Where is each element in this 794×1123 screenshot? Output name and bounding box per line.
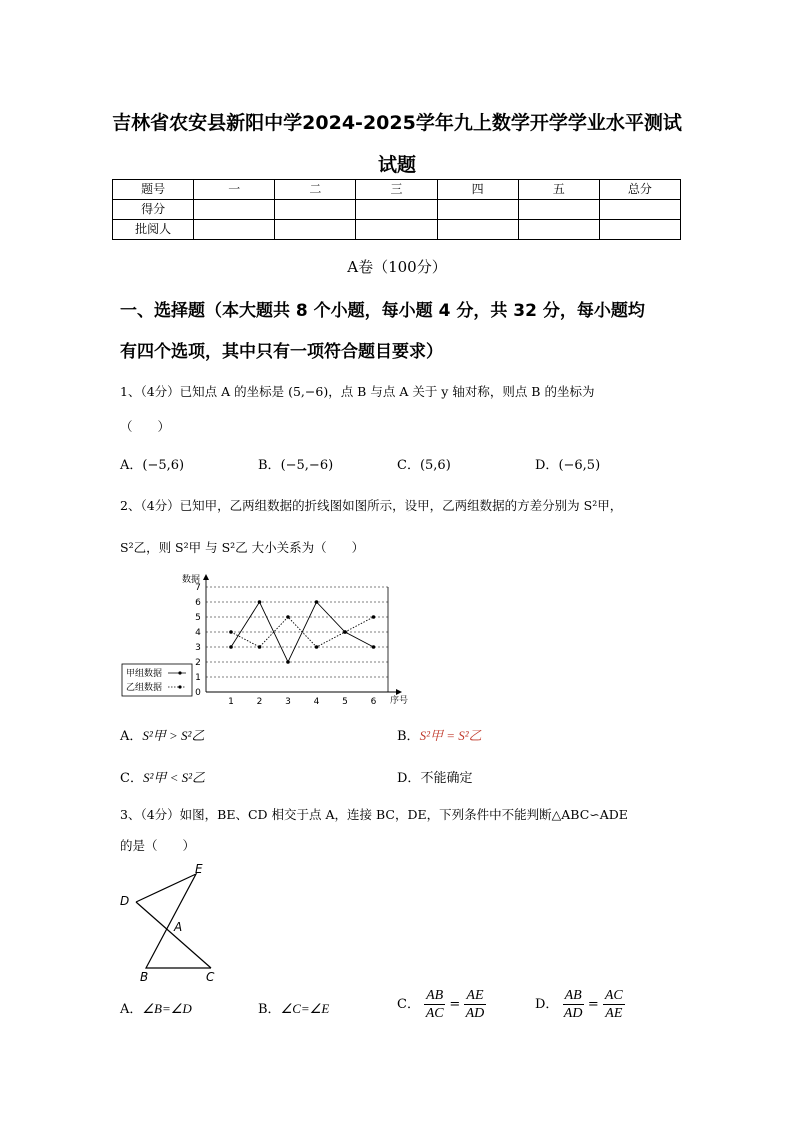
option-label: D．: [397, 771, 421, 786]
option-label: A．: [120, 729, 143, 744]
section1-heading-line2: 有四个选项，其中只有一项符合题目要求）: [120, 342, 443, 362]
option-label: C．: [397, 458, 420, 473]
score-cell[interactable]: [275, 220, 356, 240]
data-point-jia: [372, 645, 376, 649]
data-point-jia: [229, 645, 233, 649]
doc-title-line1: 吉林省农安县新阳中学2024-2025学年九上数学开学学业水平测试: [112, 112, 682, 134]
data-point-jia: [315, 600, 319, 604]
score-table-header: 总分: [599, 180, 680, 200]
x-tick-label: 2: [256, 697, 263, 707]
label-e: E: [195, 862, 203, 876]
numerator: AB: [426, 988, 444, 1003]
data-point-jia: [258, 600, 262, 604]
legend-label-jia: 甲组数据: [126, 669, 163, 679]
score-cell[interactable]: [518, 220, 599, 240]
data-point-yi: [372, 615, 376, 619]
option-label: C．: [120, 771, 143, 786]
q3-option-a[interactable]: [120, 998, 192, 1017]
score-cell[interactable]: [599, 220, 680, 240]
volume-heading: A卷（100分）: [347, 258, 447, 276]
option-value: (5,6): [419, 458, 451, 473]
y-tick-label: 5: [195, 613, 201, 623]
x-tick-label: 3: [285, 697, 291, 707]
denominator: AC: [425, 1006, 444, 1021]
q2-stem-line2: S²乙，则 S²甲 与 S²乙 大小关系为（ ）: [120, 540, 365, 555]
score-cell[interactable]: [437, 200, 518, 220]
q1-option-b[interactable]: [258, 454, 333, 473]
y-tick-label: 6: [195, 598, 201, 608]
legend-label-yi: 乙组数据: [126, 683, 163, 693]
q2-line-chart: [118, 572, 418, 712]
score-table-header: 四: [437, 180, 518, 200]
q1-option-c[interactable]: [397, 454, 451, 473]
q3-option-d[interactable]: [535, 987, 625, 1022]
option-value: 不能确定: [420, 771, 473, 786]
data-point-yi: [229, 630, 233, 634]
denominator: AD: [465, 1006, 485, 1021]
q1-option-a[interactable]: [120, 454, 184, 473]
fraction-left: [424, 987, 445, 1022]
q2-option-c[interactable]: [120, 767, 205, 786]
score-table-row: [113, 200, 681, 220]
score-table-header: 三: [356, 180, 437, 200]
y-tick-label: 2: [195, 658, 201, 668]
option-label: A．: [120, 1002, 143, 1017]
denominator: AE: [605, 1006, 623, 1021]
q2-option-a[interactable]: [120, 725, 204, 744]
q1-option-d[interactable]: [535, 454, 600, 473]
label-d: D: [120, 894, 130, 908]
fraction-right: [464, 987, 485, 1022]
score-table-header: 二: [275, 180, 356, 200]
chart-y-label: 数据: [182, 575, 201, 585]
score-cell[interactable]: [518, 200, 599, 220]
score-cell[interactable]: [275, 200, 356, 220]
x-tick-label: 6: [370, 697, 377, 707]
option-value: (−6,5): [558, 458, 601, 473]
section1-heading-line1: 一、选择题（本大题共 8 个小题，每小题 4 分，共 32 分，每小题均: [120, 301, 645, 321]
score-cell[interactable]: [437, 220, 518, 240]
q2-option-d[interactable]: [397, 767, 472, 786]
y-tick-label: 3: [195, 643, 201, 653]
score-cell[interactable]: [599, 200, 680, 220]
q1-stem: 1、（4分）已知点 A 的坐标是 (5,−6)，点 B 与点 A 关于 y 轴对称，则点 B 的坐标为: [120, 384, 595, 399]
q1-paren: （ ）: [120, 419, 171, 434]
option-value: S²甲 > S²乙: [142, 728, 205, 743]
option-label: C．: [397, 997, 420, 1012]
denominator: AD: [563, 1006, 583, 1021]
option-value: ∠B=∠D: [142, 1001, 192, 1016]
score-row-label: 得分: [113, 200, 194, 220]
option-value: S²甲 < S²乙: [142, 770, 206, 785]
score-table-header: 一: [194, 180, 275, 200]
chart-legend: [122, 664, 192, 696]
q3-stem-line2: 的是（ ）: [120, 838, 196, 853]
numerator: AE: [466, 988, 484, 1003]
data-point-yi: [258, 645, 262, 649]
data-point-yi: [343, 630, 347, 634]
option-value: S²甲 = S²乙: [419, 728, 482, 743]
score-table-header: 五: [518, 180, 599, 200]
q2-option-b[interactable]: [397, 725, 482, 744]
q2-stem-line1: 2、（4分）已知甲，乙两组数据的折线图如图所示，设甲，乙两组数据的方差分别为 S²甲，: [120, 498, 623, 513]
chart-x-label: 序号: [390, 696, 409, 706]
x-tick-label: 1: [228, 697, 234, 707]
label-a: A: [174, 920, 183, 934]
y-tick-label: 1: [195, 673, 201, 683]
equals-sign: =: [449, 997, 461, 1012]
fraction-left: [563, 987, 584, 1022]
fraction-right: [603, 987, 625, 1022]
option-label: A．: [120, 458, 143, 473]
equals-sign: =: [587, 997, 599, 1012]
y-tick-label: 7: [195, 583, 201, 593]
score-cell[interactable]: [194, 200, 275, 220]
score-table-header: 题号: [113, 180, 194, 200]
q3-stem-line1: 3、（4分）如图，BE、CD 相交于点 A，连接 BC，DE，下列条件中不能判断△ABC∽ADE: [120, 807, 628, 822]
score-cell[interactable]: [356, 200, 437, 220]
x-tick-label: 4: [313, 697, 320, 707]
label-c: C: [206, 970, 215, 984]
score-table-header-row: [113, 180, 681, 200]
score-cell[interactable]: [356, 220, 437, 240]
option-label: D．: [535, 997, 559, 1012]
option-value: (−5,−6): [280, 458, 334, 473]
score-table-row: [113, 220, 681, 240]
data-point-yi: [315, 645, 319, 649]
data-point-jia: [286, 660, 290, 664]
score-cell[interactable]: [194, 220, 275, 240]
option-label: D．: [535, 458, 559, 473]
option-label: B．: [397, 729, 420, 744]
option-label: B．: [258, 458, 281, 473]
doc-title-line2: 试题: [377, 154, 416, 176]
option-label: B．: [258, 1002, 281, 1017]
score-table: [112, 179, 681, 240]
score-row-label: 批阅人: [113, 220, 194, 240]
option-value: ∠C=∠E: [280, 1001, 330, 1016]
x-tick-label: 5: [342, 697, 348, 707]
label-b: B: [140, 970, 149, 984]
y-axis-arrow: [203, 574, 209, 580]
y-tick-label: 0: [195, 688, 201, 698]
y-tick-label: 4: [195, 628, 201, 638]
series-line-yi: [231, 617, 374, 647]
q3-option-b[interactable]: [258, 998, 329, 1017]
q3-triangle-figure: [112, 855, 222, 985]
numerator: AC: [604, 988, 623, 1003]
q3-option-c[interactable]: [397, 987, 486, 1022]
segment-dc: [136, 902, 211, 968]
option-value: (−5,6): [142, 458, 185, 473]
x-axis-arrow: [396, 689, 402, 695]
numerator: AB: [564, 988, 582, 1003]
data-point-yi: [286, 615, 290, 619]
